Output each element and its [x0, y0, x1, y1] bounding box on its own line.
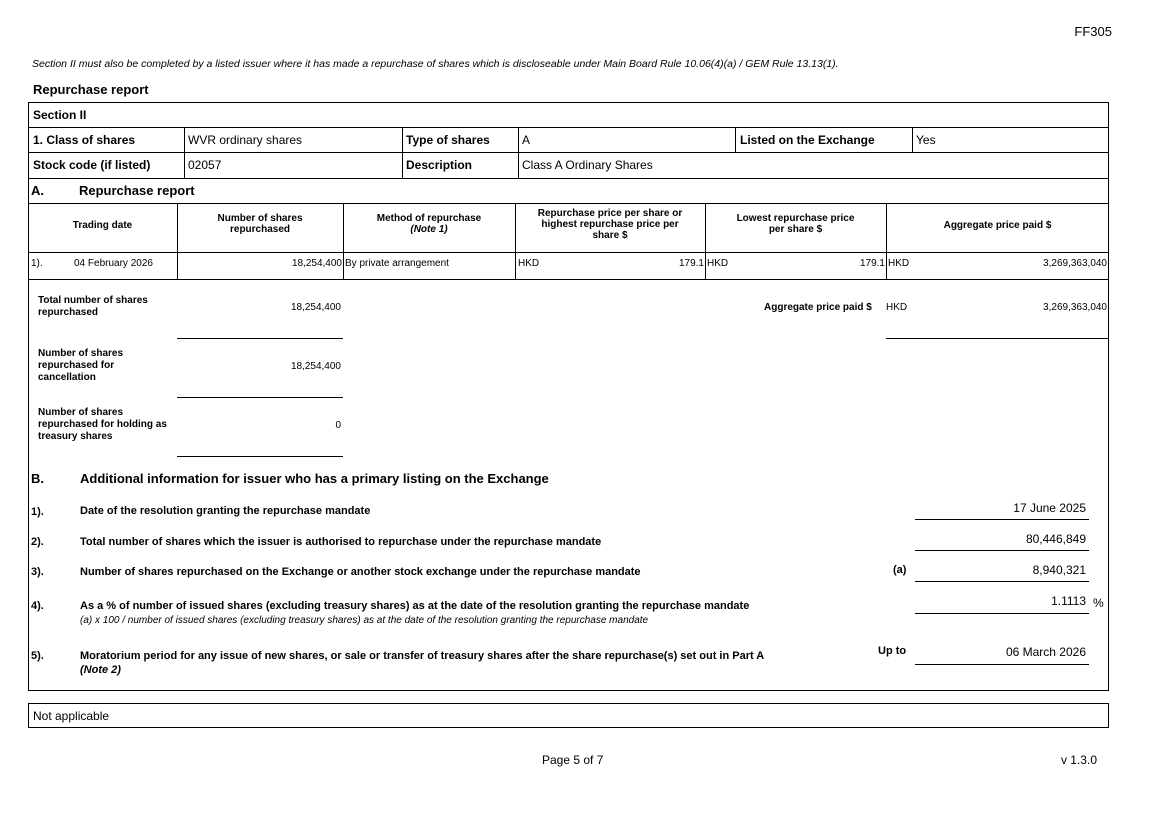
description-label: Description: [406, 158, 473, 172]
b4-index: 4).: [31, 600, 44, 612]
listed-value: Yes: [916, 133, 936, 147]
b5-index: 5).: [31, 650, 44, 662]
description-value: Class A Ordinary Shares: [522, 158, 653, 172]
b4-unit: %: [1093, 596, 1104, 610]
cancellation-label: Number of shares repurchased for cancellation: [38, 348, 124, 383]
aggregate-total-label: Aggregate price paid $: [764, 302, 872, 313]
part-a-letter: A.: [31, 183, 44, 198]
row-number: 18,254,400: [291, 258, 342, 269]
treasury-value: 0: [335, 420, 341, 431]
col-price: Repurchase price per share or highest repurchase price per share $: [537, 208, 683, 241]
b5-tag: Up to: [878, 645, 907, 657]
row-lowest: 179.1: [859, 258, 885, 269]
stock-code-label: Stock code (if listed): [33, 158, 151, 172]
listed-label: Listed on the Exchange: [740, 133, 875, 147]
b1-index: 1).: [31, 506, 44, 518]
row-method: By private arrangement: [345, 258, 449, 269]
type-of-shares-label: Type of shares: [406, 133, 490, 147]
row-lowest-currency: HKD: [707, 258, 729, 269]
version: v 1.3.0: [1060, 753, 1097, 767]
row-price-currency: HKD: [518, 258, 540, 269]
part-b-title: Additional information for issuer who has a primary listing on the Exchange: [80, 471, 549, 486]
b2-label: Total number of shares which the issuer is authorised to repurchase under the repurchase mandate: [80, 536, 602, 548]
col-trading-date: Trading date: [72, 220, 133, 231]
class-of-shares-label: 1. Class of shares: [33, 133, 136, 147]
form-code: FF305: [1074, 24, 1112, 39]
col-method-label: Method of repurchase: [376, 213, 482, 224]
b4-sublabel: (a) x 100 / number of issued shares (excluding treasury shares) as at the date of the resolution granting the repurchase mandate: [80, 615, 649, 626]
class-of-shares-value: WVR ordinary shares: [188, 133, 303, 147]
remarks-text: Not applicable: [33, 709, 110, 723]
b3-label: Number of shares repurchased on the Exchange or another stock exchange under the repurchase mandate: [80, 566, 641, 578]
b4-value: 1.1113: [1051, 594, 1086, 608]
stock-code-value: 02057: [188, 158, 222, 172]
b3-tag: (a): [893, 564, 907, 576]
col-aggregate: Aggregate price paid $: [943, 220, 1052, 231]
part-a-title: Repurchase report: [79, 183, 195, 198]
b5-value: 06 March 2026: [1005, 645, 1086, 659]
b1-value: 17 June 2025: [1013, 501, 1086, 515]
report-title: Repurchase report: [33, 82, 149, 97]
type-of-shares-value: A: [522, 133, 531, 147]
b2-index: 2).: [31, 536, 44, 548]
col-lowest-price: Lowest repurchase price per share $: [736, 213, 855, 235]
b2-value: 80,446,849: [1025, 532, 1086, 546]
b3-value: 8,940,321: [1032, 563, 1086, 577]
row-aggregate: 3,269,363,040: [1043, 258, 1107, 269]
b1-label: Date of the resolution granting the repurchase mandate: [80, 505, 371, 517]
aggregate-total-value: 3,269,363,040: [1043, 302, 1107, 313]
total-value: 18,254,400: [290, 302, 341, 313]
intro-note: Section II must also be completed by a listed issuer where it has made a repurchase of shares which is discloseable under Main Board Rule 10.06(4)(a) / GEM Rule 13.13(1).: [32, 58, 839, 70]
cancellation-value: 18,254,400: [290, 361, 341, 372]
b5-note: (Note 2): [80, 664, 121, 676]
row-price: 179.1: [678, 258, 704, 269]
b5-label: Moratorium period for any issue of new shares, or sale or transfer of treasury shares after the share repurchase(s) set out in Part A: [80, 650, 765, 662]
col-method-note: (Note 1): [410, 224, 448, 235]
col-number-repurchased: Number of shares repurchased: [217, 213, 303, 235]
row-index: 1).: [31, 258, 43, 269]
col-method: [343, 213, 515, 235]
page-number: Page 5 of 7: [542, 753, 604, 767]
aggregate-total-currency: HKD: [886, 302, 908, 313]
b3-index: 3).: [31, 566, 44, 578]
row-aggregate-currency: HKD: [888, 258, 910, 269]
treasury-label: Number of shares repurchased for holding as treasury shares: [38, 407, 167, 442]
section-label: Section II: [33, 108, 87, 122]
total-label: Total number of shares repurchased: [38, 295, 148, 318]
row-date: 04 February 2026: [74, 258, 153, 269]
part-b-letter: B.: [31, 471, 44, 486]
remarks-box: [28, 703, 1109, 728]
b4-label: As a % of number of issued shares (excluding treasury shares) as at the date of the resolution granting the repurchase mandate: [80, 600, 750, 612]
